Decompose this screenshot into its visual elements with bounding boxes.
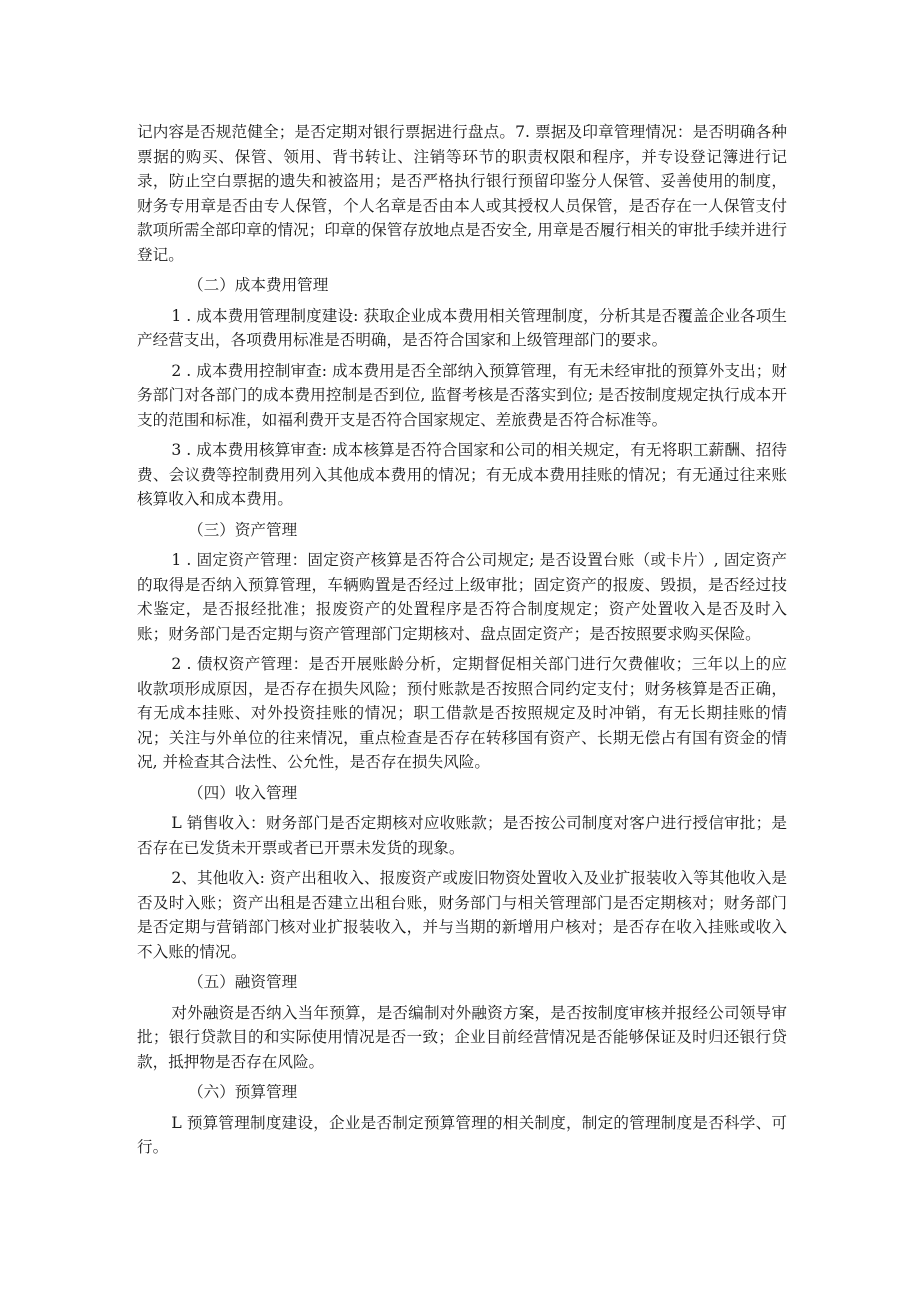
- paragraph-debt-assets: 2 . 债权资产管理：是否开展账龄分析，定期督促相关部门进行欠费催收；三年以上的应收款项形成原因，是否存在损失风险；预付账款是否按照合同约定支付；财务核算是否正确，有无成本挂账、对外投资挂账的情况；职工借款是否按照规定及时冲销，有无长期挂账的情况；关注与外单位的往来情况，重点检查是否存在转移国有资产、长期无偿占有国有资金的情况, 并检查其合法性、公允性，是否存在损失风险。: [137, 655, 787, 771]
- section-heading-cost-management: （二）成本费用管理: [188, 276, 329, 294]
- paragraph-cost-system-building: 1 . 成本费用管理制度建设: 获取企业成本费用相关管理制度，分析其是否覆盖企业各项生产经营支出，各项费用标准是否明确，是否符合国家和上级管理部门的要求。: [137, 306, 787, 349]
- paragraph-sales-revenue: L 销售收入：财务部门是否定期核对应收账款；是否按公司制度对客户进行授信审批；是否存在已发货未开票或者已开票未发货的现象。: [137, 814, 787, 857]
- paragraph-budget-system: L 预算管理制度建设，企业是否制定预算管理的相关制度，制定的管理制度是否科学、可行。: [137, 1113, 787, 1156]
- paragraph-fixed-assets: 1 . 固定资产管理：固定资产核算是否符合公司规定; 是否设置台账（或卡片）, 固定资产的取得是否纳入预算管理，车辆购置是否经过上级审批；固定资产的报废、毁损，是否经过技术鉴定，是否报经批准；报废资产的处置程序是否符合制度规定；资产处置收入是否及时入账；财务部门是否定期与资产管理部门定期核对、盘点固定资产；是否按照要求购买保险。: [137, 551, 787, 643]
- paragraph-other-revenue: 2、其他收入: 资产出租收入、报废资产或废旧物资处置收入及业扩报装收入等其他收入是否及时入账；资产出租是否建立出租台账，财务部门与相关管理部门是否定期核对；财务部门是否定期与营销部门核对业扩报装收入，并与当期的新增用户核对；是否存在收入挂账或收入不入账的情况。: [137, 869, 787, 961]
- section-heading-asset-management: （三）资产管理: [188, 520, 298, 539]
- section-heading-revenue-management: （四）收入管理: [188, 783, 298, 802]
- paragraph-bill-seal-management: 记内容是否规范健全；是否定期对银行票据进行盘点。7. 票据及印章管理情况：是否明确各种票据的购买、保管、领用、背书转让、注销等环节的职责权限和程序，并专设登记簿进行记录，防止空白票据的遗失和被盗用；是否严格执行银行预留印鉴分人保管、妥善使用的制度，财务专用章是否由专人保管，个人名章是否由本人或其授权人员保管，是否存在一人保管支付款项所需全部印章的情况；印章的保管存放地点是否安全, 用章是否履行相关的审批手续并进行登记。: [137, 123, 787, 264]
- section-heading-financing-management: （五）融资管理: [188, 973, 298, 991]
- paragraph-external-financing: 对外融资是否纳入当年预算，是否编制对外融资方案，是否按制度审核并报经公司领导审批；银行贷款目的和实际使用情况是否一致；企业目前经营情况是否能够保证及时归还银行贷款，抵押物是否存在风险。: [137, 1003, 787, 1071]
- section-heading-budget-management: （六）预算管理: [188, 1083, 298, 1101]
- paragraph-cost-accounting-review: 3 . 成本费用核算审查: 成本核算是否符合国家和公司的相关规定，有无将职工薪酬、招待费、会议费等控制费用列入其他成本费用的情况；有无成本费用挂账的情况；有无通过往来账核算收入和成本费用。: [137, 441, 787, 508]
- paragraph-cost-control-review: 2 . 成本费用控制审查: 成本费用是否全部纳入预算管理，有无未经审批的预算外支出；财务部门对各部门的成本费用控制是否到位, 监督考核是否落实到位; 是否按制度规定执行成本开支的范围和标准，如福利费开支是否符合国家规定、差旅费是否符合标准等。: [137, 361, 787, 429]
